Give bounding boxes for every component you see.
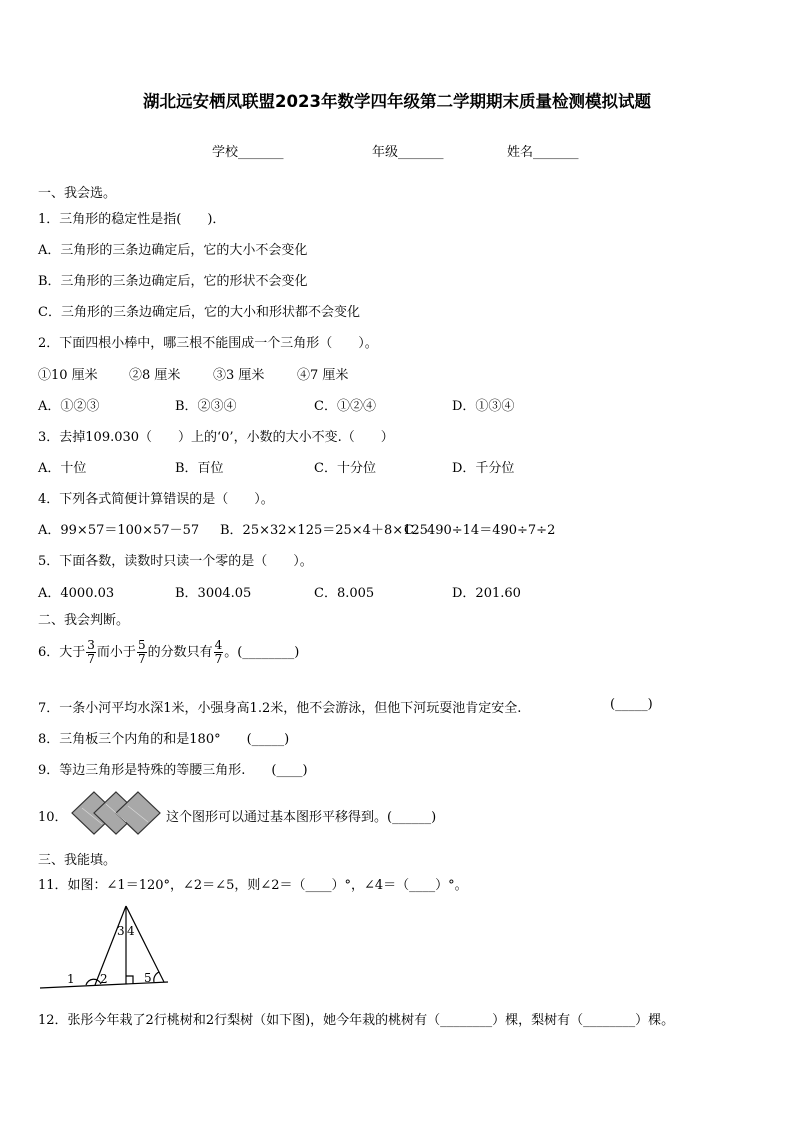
q5-option-c: C．8.005 (314, 586, 375, 601)
angle-label-5: 5 (144, 971, 152, 985)
angle-label-3: 3 (117, 924, 125, 938)
q2-option-d: D．①③④ (452, 399, 515, 414)
q4-option-c: C．490÷14＝490÷7÷2 (404, 523, 556, 538)
q3-option-c: C．十分位 (314, 461, 376, 476)
q1-option-c: C．三角形的三条边确定后，它的大小和形状都不会变化 (38, 305, 360, 320)
q1-option-a: A．三角形的三条边确定后，它的大小不会变化 (38, 243, 308, 258)
fraction-4-7: $\frac{4}{7}$ (214, 638, 223, 666)
q5-option-a: A．4000.03 (38, 586, 115, 601)
question-8: 8．三角板三个内角的和是180° (_____) (38, 732, 290, 747)
q3-option-d: D．千分位 (452, 461, 515, 476)
angle-label-1: 1 (67, 972, 75, 986)
q6-middle-2: 的分数只有 (147, 645, 213, 660)
q10-diamond-figure (68, 790, 164, 836)
angle-label-2: 2 (100, 972, 108, 986)
section-3-heading: 三、我能填。 (38, 853, 117, 868)
q3-option-a: A．十位 (38, 461, 87, 476)
q11-triangle-figure (38, 902, 178, 994)
angle-label-4: 4 (127, 924, 135, 938)
fraction-3-7: $\frac{3}{7}$ (87, 638, 95, 666)
q6-prefix: 6．大于 (38, 645, 86, 660)
q4-option-a: A．99×57＝100×57－57 (38, 523, 200, 538)
question-7: 7．一条小河平均水深1米，小强身高1.2米，他不会游泳，但他下河玩耍池肯定安全. (38, 701, 522, 716)
q5-option-b: B．3004.05 (175, 586, 252, 601)
question-10: 这个图形可以通过基本图形平移得到。(______) (166, 810, 437, 825)
question-2: 2．下面四根小棒中，哪三根不能围成一个三角形（ ）。 (38, 336, 378, 351)
q6-suffix: 。(________) (224, 645, 300, 660)
q7-answer-blank: (_____) (610, 697, 653, 712)
question-12: 12．张彤今年栽了2行桃树和2行梨树（如下图)，她今年栽的桃树有（________）棵，梨树有（________）棵。 (38, 1013, 675, 1028)
question-10-number: 10． (38, 810, 68, 825)
fraction-5-7: $\frac{5}{7}$ (137, 638, 146, 666)
section-2-heading: 二、我会判断。 (38, 613, 130, 628)
question-11: 11．如图：∠1＝120°，∠2＝∠5，则∠2＝（____）°，∠4＝（____）°。 (38, 878, 468, 893)
exam-title: 湖北远安栖凤联盟2023年数学四年级第二学期期末质量检测模拟试题 (143, 92, 651, 111)
q5-option-d: D．201.60 (452, 586, 521, 601)
q3-option-b: B．百位 (175, 461, 224, 476)
question-5: 5．下面各数，读数时只读一个零的是（ ）。 (38, 554, 313, 569)
question-3: 3．去掉109.030（ ）上的‘0’，小数的大小不变.（ ） (38, 430, 394, 445)
question-6 (38, 639, 299, 666)
question-9: 9．等边三角形是特殊的等腰三角形. (____) (38, 763, 308, 778)
q2-option-c: C．①②④ (314, 399, 376, 414)
q2-stick-1: ①10 厘米 (38, 368, 98, 383)
grade-field: 年级_______ (372, 145, 444, 160)
question-4: 4．下列各式简便计算错误的是（ ）。 (38, 492, 274, 507)
name-field: 姓名_______ (507, 145, 579, 160)
q6-middle: 而小于 (96, 645, 136, 660)
q2-stick-3: ③3 厘米 (213, 368, 265, 383)
q2-option-a: A．①②③ (38, 399, 100, 414)
school-field: 学校_______ (212, 145, 284, 160)
q1-option-b: B．三角形的三条边确定后，它的形状不会变化 (38, 274, 308, 289)
q2-stick-4: ④7 厘米 (297, 368, 349, 383)
question-1: 1．三角形的稳定性是指( )． (38, 212, 226, 227)
q2-stick-2: ②8 厘米 (129, 368, 181, 383)
section-1-heading: 一、我会选。 (38, 186, 117, 201)
q4-option-b: B．25×32×125＝25×4＋8×125 (220, 523, 428, 538)
q2-option-b: B．②③④ (175, 399, 237, 414)
